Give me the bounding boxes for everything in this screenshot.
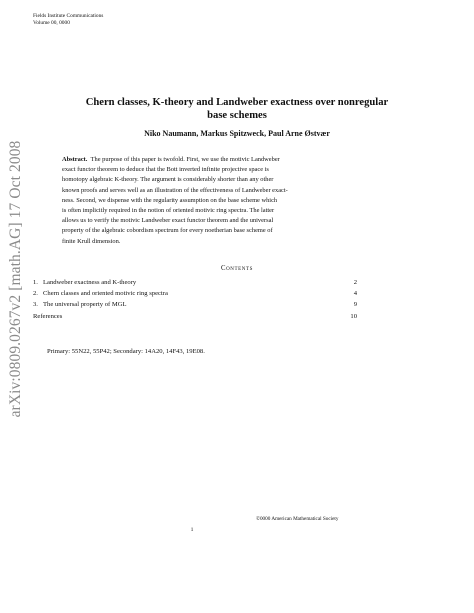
toc-entry-page: 4 — [353, 290, 357, 298]
toc-entry-title: Landweber exactness and K-theory — [43, 279, 137, 286]
abstract-line: property of the algebraic cobordism spectrum for every noetherian base scheme of — [62, 227, 273, 235]
arxiv-stamp — [6, 139, 25, 419]
toc-entry[interactable] — [33, 301, 357, 312]
toc-entry-number: 3. — [33, 301, 38, 309]
abstract-line: allows us to verify the motivic Landweber exact functor theorem and the universal — [62, 217, 274, 225]
journal-volume: Volume 00, 0000 — [33, 20, 70, 26]
toc-entry-number: 1. — [33, 279, 38, 286]
toc-entry-page: 9 — [353, 301, 357, 309]
abstract-line: exact functor theorem to deduce that the Bott inverted infinite projective space is — [62, 166, 269, 174]
toc-entry-title: Chern classes and oriented motivic ring spectra — [43, 290, 168, 298]
toc-entry-references[interactable] — [33, 313, 357, 324]
abstract-line: ness. Second, we dispense with the regularity assumption on the base scheme which — [62, 196, 278, 204]
journal-name: Fields Institute Communications — [33, 13, 104, 19]
title-line-2: base schemes — [207, 110, 267, 121]
toc-entry-title: The universal property of MGL — [43, 301, 127, 309]
abstract-label: Abstract. — [62, 156, 88, 163]
paper-title — [33, 96, 441, 122]
abstract-line: known proofs and serves well as an illustration of the effectiveness of Landweber exact- — [62, 186, 288, 194]
title-line-1: Chern classes, K-theory and Landweber exactness over nonregular — [85, 97, 389, 108]
copyright-notice: ©0000 American Mathematical Society — [256, 516, 339, 522]
journal-info — [33, 13, 103, 27]
abstract-line: is often implicitly required in the notion of oriented motivic ring spectra. The latter — [62, 207, 275, 215]
abstract-line: finite Krull dimension. — [62, 237, 121, 245]
toc-entry-number: 2. — [33, 290, 38, 298]
page-number: 1 — [190, 527, 194, 533]
msc-classification: Primary: 55N22, 55P42; Secondary: 14A20, 14F43, 19E08. — [47, 348, 205, 355]
abstract-line: Abstract. The purpose of this paper is twofold. First, we use the motivic Landweber — [62, 156, 280, 163]
toc-entry[interactable] — [33, 290, 357, 301]
toc-entry-page: 2 — [353, 279, 357, 286]
abstract-line: homotopy algebraic K-theory. The argument is considerably shorter than any other — [62, 176, 274, 184]
toc-entry[interactable] — [33, 279, 357, 290]
contents-heading: Contents — [220, 265, 254, 272]
toc-entry-page: 10 — [350, 312, 357, 320]
toc-entry-title: References — [33, 312, 63, 320]
table-of-contents — [33, 279, 357, 324]
author-list: Niko Naumann, Markus Spitzweck, Paul Arne Østvær — [144, 129, 330, 138]
abstract — [62, 155, 412, 247]
arxiv-stamp-text: arXiv:0809.0267v2 [math.AG] 17 Oct 2008 — [6, 140, 24, 418]
